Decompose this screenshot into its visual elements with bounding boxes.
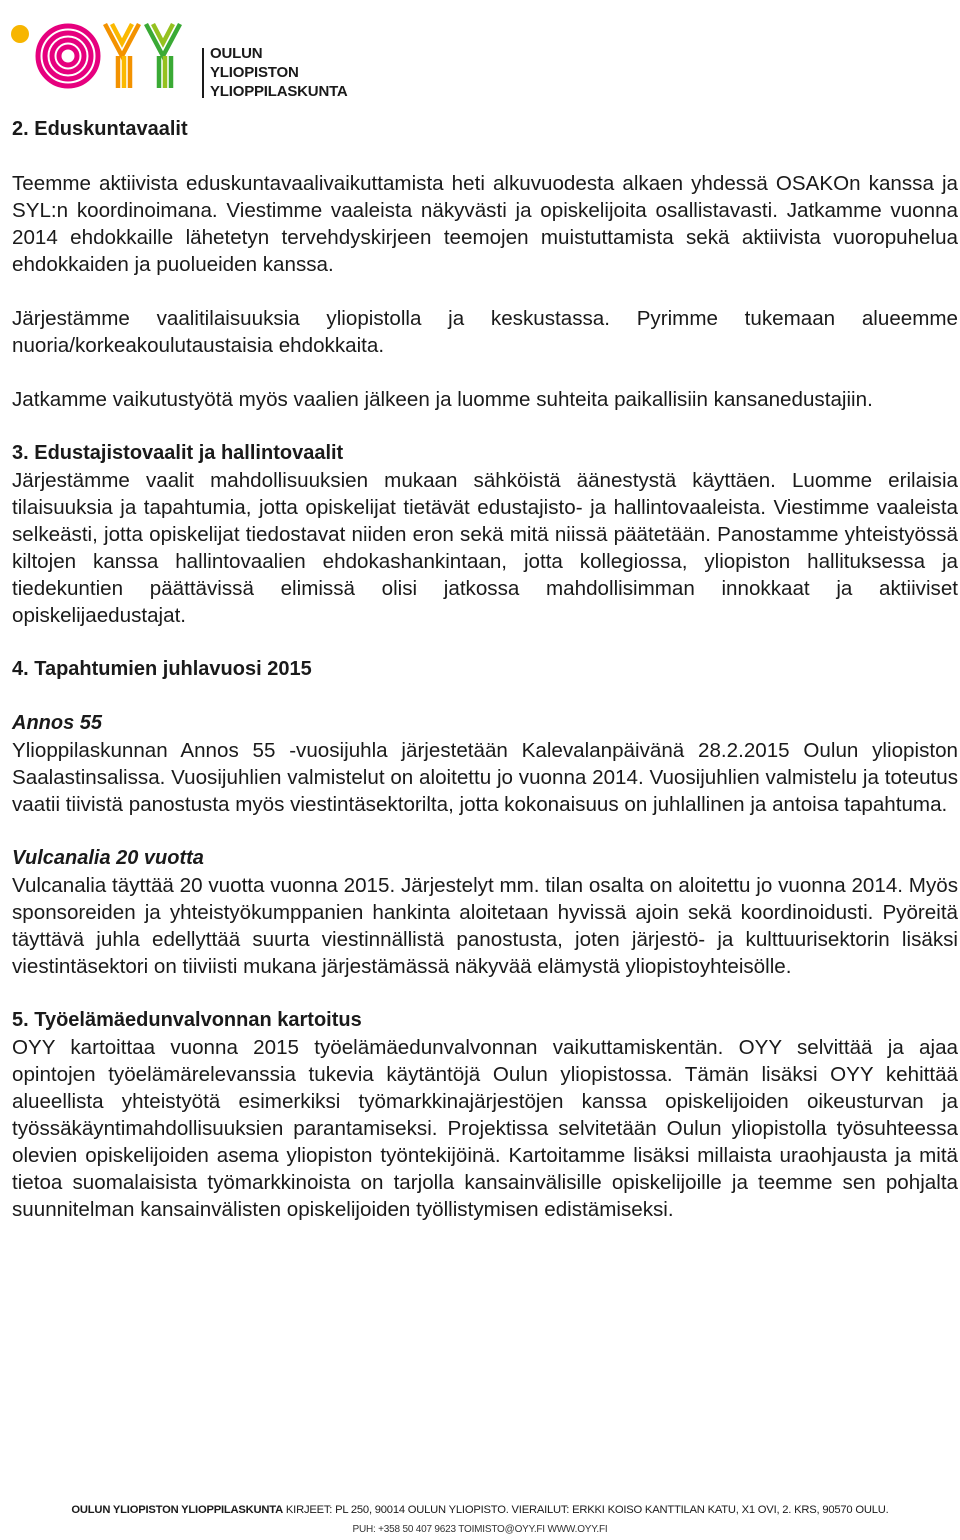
section-3-paragraph: Järjestämme vaalit mahdollisuuksien mukaan sähköistä äänestystä käyttäen. Luomme erilaisia tilaisuuksia ja tapahtumia, jotta opiskelijat tietävät edustajisto- ja hallintovaaleista. Viestimme vaaleista selkeästi, jotta opiskelijat tiedostavat niiden eron sekä mitä niissä päätetään. Panostamme yhteistyössä kiltojen kanssa hallintovaalien ehdokashankintaan, jotta kollegiossa, yliopiston hallituksessa ja tiedekuntien päättävissä elimissä olisi jatkossa mahdollisimman innokkaat ja aktiiviset opiskelijaedustajat. [12,469,958,627]
org-line-1: OULUN [210,45,263,62]
vulcanalia-paragraph: Vulcanalia täyttää 20 vuotta vuonna 2015. Järjestelyt mm. tilan osalta on aloitettu jo vuonna 2014. Myös sponsoreiden ja yhteistyökumppanien hankinta aloitetaan hyvissä ajoin sekä koordinoidusti. Pyöreitä täyttävä juhla edellyttää suurta viestinnällistä panostusta, joten järjestö- ja kulttuurisektorin lisäksi viestintäsektori on tiiviisti mukana järjestämässä näkyvää elämystä yliopistoyhteisölle. [12,874,958,978]
logo-divider [202,48,204,98]
section-2-paragraph-3: Jatkamme vaikutustyötä myös vaalien jälkeen ja luomme suhteita paikallisiin kansanedustajiin. [12,388,873,411]
document-body [12,116,958,1223]
org-line-3: YLIOPPILASKUNTA [210,83,348,100]
org-name [210,44,348,101]
footer-line-1 [0,1500,960,1520]
footer-contact: PUH: +358 50 407 9623 TOIMISTO@OYY.FI WWW.OYY.FI [352,1524,608,1535]
section-5-paragraph: OYY kartoittaa vuonna 2015 työelämäedunvalvonnan vaikuttamiskentän. OYY selvittää ja ajaa opintojen työelämärelevanssia tukevia käytäntöjä Oulun yliopistossa. Tämän lisäksi OYY kehittää alueellista yhteistyötä esimerkiksi työmarkkinajärjestöjen kanssa opiskelijoiden oikeusturvan ja työssäkäyntimahdollisuuksien parantamiseksi. Projektissa selvitetään Oulun yliopistolla työsuhteessa olevien opiskelijoiden asema yliopiston työntekijöinä. Kartoitamme lisäksi millaista uraohjausta ja mitä tietoa suomalaisista työmarkkinoista on tarjolla kansainvälisille opiskelijoille ja teemme sen pohjalta suunnitelman kansainvälisten opiskelijoiden työllistymisen edistämiseksi. [12,1036,958,1221]
footer-org: OULUN YLIOPISTON YLIOPPILASKUNTA [71,1504,283,1516]
page-footer [0,1500,960,1540]
section-5-heading: 5. Työelämäedunvalvonnan kartoitus [12,1009,362,1031]
section-4-heading: 4. Tapahtumien juhlavuosi 2015 [12,658,312,680]
section-2-paragraph-1: Teemme aktiivista eduskuntavaalivaikuttamista heti alkuvuodesta alkaen yhdessä OSAKOn kanssa ja SYL:n koordinoimana. Viestimme vaaleista näkyvästi ja opiskelijoita osallistavasti. Jatkamme vuonna 2014 ehdokkaille lähetetyn tervehdyskirjeen teemojen muistuttamista sekä aktiivista vuoropuhelua ehdokkaiden ja puolueiden kanssa. [12,172,958,276]
footer-address: KIRJEET: PL 250, 90014 OULUN YLIOPISTO. VIERAILUT: ERKKI KOISO KANTTILAN KATU, X1 OVI, 2. KRS, 90570 OULU. [285,1504,889,1516]
section-2-paragraph-2: Järjestämme vaalitilaisuuksia yliopistolla ja keskustassa. Pyrimme tukemaan alueemme nuoria/korkeakoulutaustaisia ehdokkaita. [12,307,958,357]
header [10,18,430,100]
annos-heading: Annos 55 [12,712,103,734]
oyy-logo [10,18,195,93]
annos-paragraph: Ylioppilaskunnan Annos 55 -vuosijuhla järjestetään Kalevalanpäivänä 28.2.2015 Oulun yliopiston Saalastinsalissa. Vuosijuhlien valmistelut on aloitettu jo vuonna 2014. Vuosijuhlien valmistelu ja toteutus vaatii tiivistä panostusta myös viestintäsektorilta, jotta kokonaisuus on juhlallinen ja antoisa tapahtuma. [12,739,958,816]
org-line-2: YLIOPISTON [210,64,299,81]
section-3-heading: 3. Edustajistovaalit ja hallintovaalit [12,442,344,464]
section-2-heading: 2. Eduskuntavaalit [12,118,188,140]
vulcanalia-heading: Vulcanalia 20 vuotta [12,847,204,869]
